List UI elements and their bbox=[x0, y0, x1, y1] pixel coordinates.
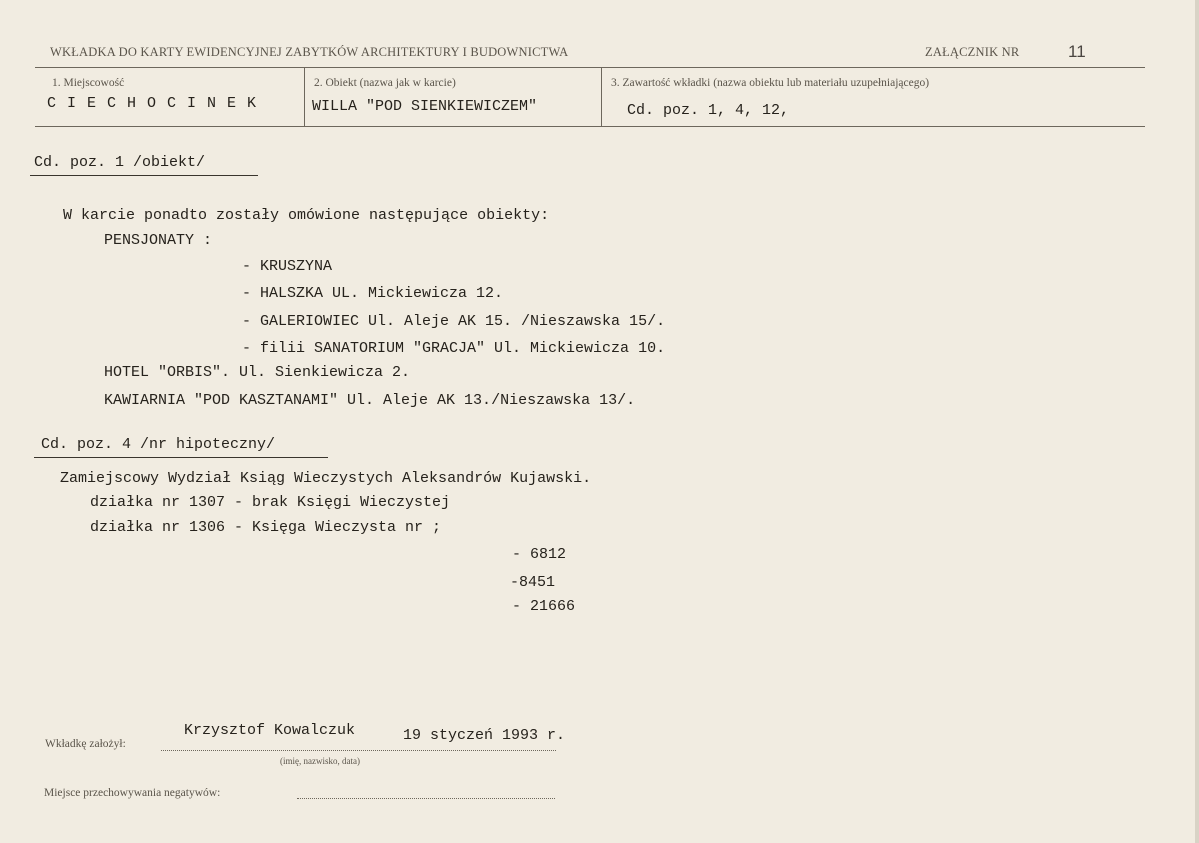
object-value: WILLA "POD SIENKIEWICZEM" bbox=[312, 98, 538, 115]
object-caption: 2. Obiekt (nazwa jak w karcie) bbox=[314, 77, 456, 89]
storage-label: Miejsce przechowywania negatywów: bbox=[44, 787, 221, 799]
section2-heading: Cd. poz. 4 /nr hipoteczny/ bbox=[41, 436, 276, 453]
attachment-label: ZAŁĄCZNIK NR bbox=[925, 45, 1020, 59]
ledger-number: - 6812 bbox=[512, 546, 567, 563]
ledger-number: - 21666 bbox=[512, 598, 576, 615]
field-divider-2 bbox=[601, 67, 602, 126]
list-item: - KRUSZYNA bbox=[242, 258, 333, 275]
locality-caption: 1. Miejscowość bbox=[52, 77, 125, 89]
author-label: Wkładkę założył: bbox=[45, 738, 126, 750]
page-edge bbox=[1195, 0, 1199, 843]
section2-line2: działka nr 1307 - brak Księgi Wieczystej bbox=[90, 494, 451, 511]
header-top-rule bbox=[35, 67, 1145, 68]
list-item: - filii SANATORIUM "GRACJA" Ul. Mickiewicza 10. bbox=[242, 340, 666, 357]
section2-line3: działka nr 1306 - Księga Wieczysta nr ; bbox=[90, 519, 442, 536]
section1-heading: Cd. poz. 1 /obiekt/ bbox=[34, 154, 206, 171]
attachment-number: 11 bbox=[1068, 42, 1086, 61]
section2-line1: Zamiejscowy Wydział Ksiąg Wieczystych Aleksandrów Kujawski. bbox=[60, 470, 592, 487]
kawiarnia-line: KAWIARNIA "POD KASZTANAMI" Ul. Aleje AK 13./Nieszawska 13/. bbox=[104, 392, 636, 409]
section2-heading-underline bbox=[34, 457, 328, 458]
section1-intro: W karcie ponadto zostały omówione następujące obiekty: bbox=[63, 207, 550, 224]
author-name: Krzysztof Kowalczuk bbox=[184, 722, 356, 739]
header-bottom-rule bbox=[35, 126, 1145, 127]
storage-dotted-line bbox=[297, 798, 555, 799]
field-divider-1 bbox=[304, 67, 305, 126]
locality-value: C I E C H O C I N E K bbox=[47, 95, 258, 112]
content-caption: 3. Zawartość wkładki (nazwa obiektu lub materiału uzupełniającego) bbox=[611, 77, 930, 89]
pensjonaty-label: PENSJONATY : bbox=[104, 232, 213, 249]
content-value: Cd. poz. 1, 4, 12, bbox=[627, 102, 790, 119]
hotel-line: HOTEL "ORBIS". Ul. Sienkiewicza 2. bbox=[104, 364, 411, 381]
list-item: - GALERIOWIEC Ul. Aleje AK 15. /Nieszawska 15/. bbox=[242, 313, 666, 330]
author-dotted-line bbox=[161, 750, 556, 751]
list-item: - HALSZKA UL. Mickiewicza 12. bbox=[242, 285, 504, 302]
section1-heading-underline bbox=[30, 175, 258, 176]
form-title: WKŁADKA DO KARTY EWIDENCYJNEJ ZABYTKÓW ARCHITEKTURY I BUDOWNICTWA bbox=[50, 45, 569, 59]
author-date: 19 styczeń 1993 r. bbox=[403, 727, 566, 744]
author-sub-caption: (imię, nazwisko, data) bbox=[280, 756, 360, 766]
ledger-number: -8451 bbox=[510, 574, 556, 591]
